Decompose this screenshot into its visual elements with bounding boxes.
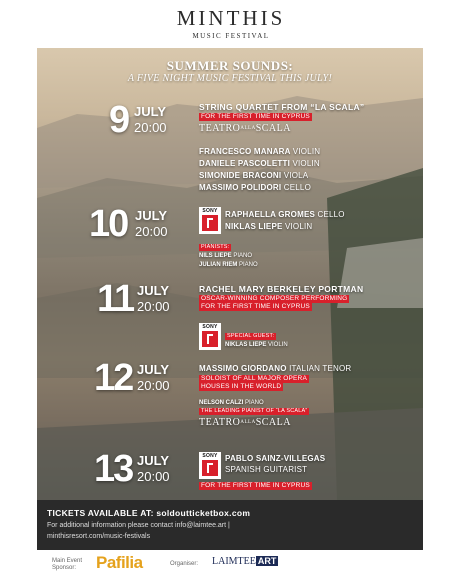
day-number: 9 [109, 99, 129, 141]
highlight-tag: HOUSES IN THE WORLD [201, 383, 282, 390]
performer-line: FRANCESCO MANARA VIOLIN [199, 147, 321, 156]
teatro-alla-scala-logo: TEATROALLASCALA [199, 123, 291, 134]
pianist-tag: THE LEADING PIANIST OF “LA SCALA” [201, 408, 308, 414]
sony-classical-logo: SONY [199, 452, 221, 479]
poster-subheadline: A FIVE NIGHT MUSIC FESTIVAL THIS JULY! [127, 73, 333, 84]
brand-subtitle: MUSIC FESTIVAL [192, 32, 270, 40]
highlight-tag: SOLOIST OF ALL MAJOR OPERA [201, 375, 307, 382]
performer-line: MASSIMO POLIDORI CELLO [199, 183, 311, 192]
laimtee-art-logo: LAIMTEE ART [212, 556, 277, 567]
time-label: 20:00 [135, 224, 168, 239]
performer-name: PABLO SAINZ-VILLEGAS [225, 454, 326, 463]
sony-classical-logo: SONY [199, 207, 221, 234]
month-label: JULY [137, 283, 170, 298]
performer-line: MASSIMO GIORDANO ITALIAN TENOR [199, 364, 352, 373]
event-title: RACHEL MARY BERKELEY PORTMAN [199, 284, 364, 294]
highlight-tag: FOR THE FIRST TIME IN CYPRUS [201, 482, 310, 489]
pafilia-logo: Pafilia [96, 553, 143, 572]
website-url: minthisresort.com/music-festivals [47, 533, 151, 540]
month-label: JULY [137, 362, 170, 377]
performer-line: DANIELE PASCOLETTI VIOLIN [199, 159, 320, 168]
performer-line: RAPHAELLA GROMES CELLO [225, 210, 345, 219]
month-label: JULY [135, 208, 168, 223]
highlight-tag: FOR THE FIRST TIME IN CYPRUS [201, 113, 310, 120]
sony-classical-logo: SONY [199, 323, 221, 350]
festival-poster [37, 48, 423, 550]
pianist-line: JULIAN RIEM PIANO [199, 262, 258, 268]
performer-role: SPANISH GUITARIST [225, 465, 308, 474]
teatro-alla-scala-logo: TEATROALLASCALA [199, 417, 291, 428]
guest-tag: SPECIAL GUEST: [227, 333, 275, 339]
performer-line: SIMONIDE BRACONI VIOLA [199, 171, 309, 180]
month-label: JULY [134, 104, 167, 119]
guest-line: NIKLAS LIEPE VIOLIN [225, 342, 288, 348]
time-label: 20:00 [137, 378, 170, 393]
month-label: JULY [137, 453, 170, 468]
time-label: 20:00 [134, 120, 167, 135]
main-sponsor-label: Main Event Sponsor: [52, 558, 83, 571]
time-label: 20:00 [137, 469, 170, 484]
day-number: 13 [94, 448, 133, 490]
highlight-tag: FOR THE FIRST TIME IN CYPRUS [201, 303, 310, 310]
brand-title: MINTHIS [176, 6, 286, 30]
poster-headline: SUMMER SOUNDS: [166, 58, 294, 73]
day-number: 12 [94, 357, 133, 399]
day-number: 11 [97, 278, 134, 320]
event-title: STRING QUARTET FROM “LA SCALA” [199, 102, 365, 112]
performer-line: NIKLAS LIEPE VIOLIN [225, 222, 313, 231]
pianist-line: NILS LIEPE PIANO [199, 253, 253, 259]
time-label: 20:00 [137, 299, 170, 314]
highlight-tag: OSCAR-WINNING COMPOSER PERFORMING [201, 295, 348, 302]
info-line: For additional information please contact info@laimtee.art | [47, 522, 230, 529]
tickets-line: TICKETS AVAILABLE AT: soldoutticketbox.com [47, 508, 251, 518]
pianist-line: NELSON CALZI PIANO [199, 400, 264, 406]
organiser-label: Organiser: [170, 561, 199, 567]
pianists-tag: PIANISTS: [201, 244, 230, 250]
day-number: 10 [89, 203, 128, 245]
